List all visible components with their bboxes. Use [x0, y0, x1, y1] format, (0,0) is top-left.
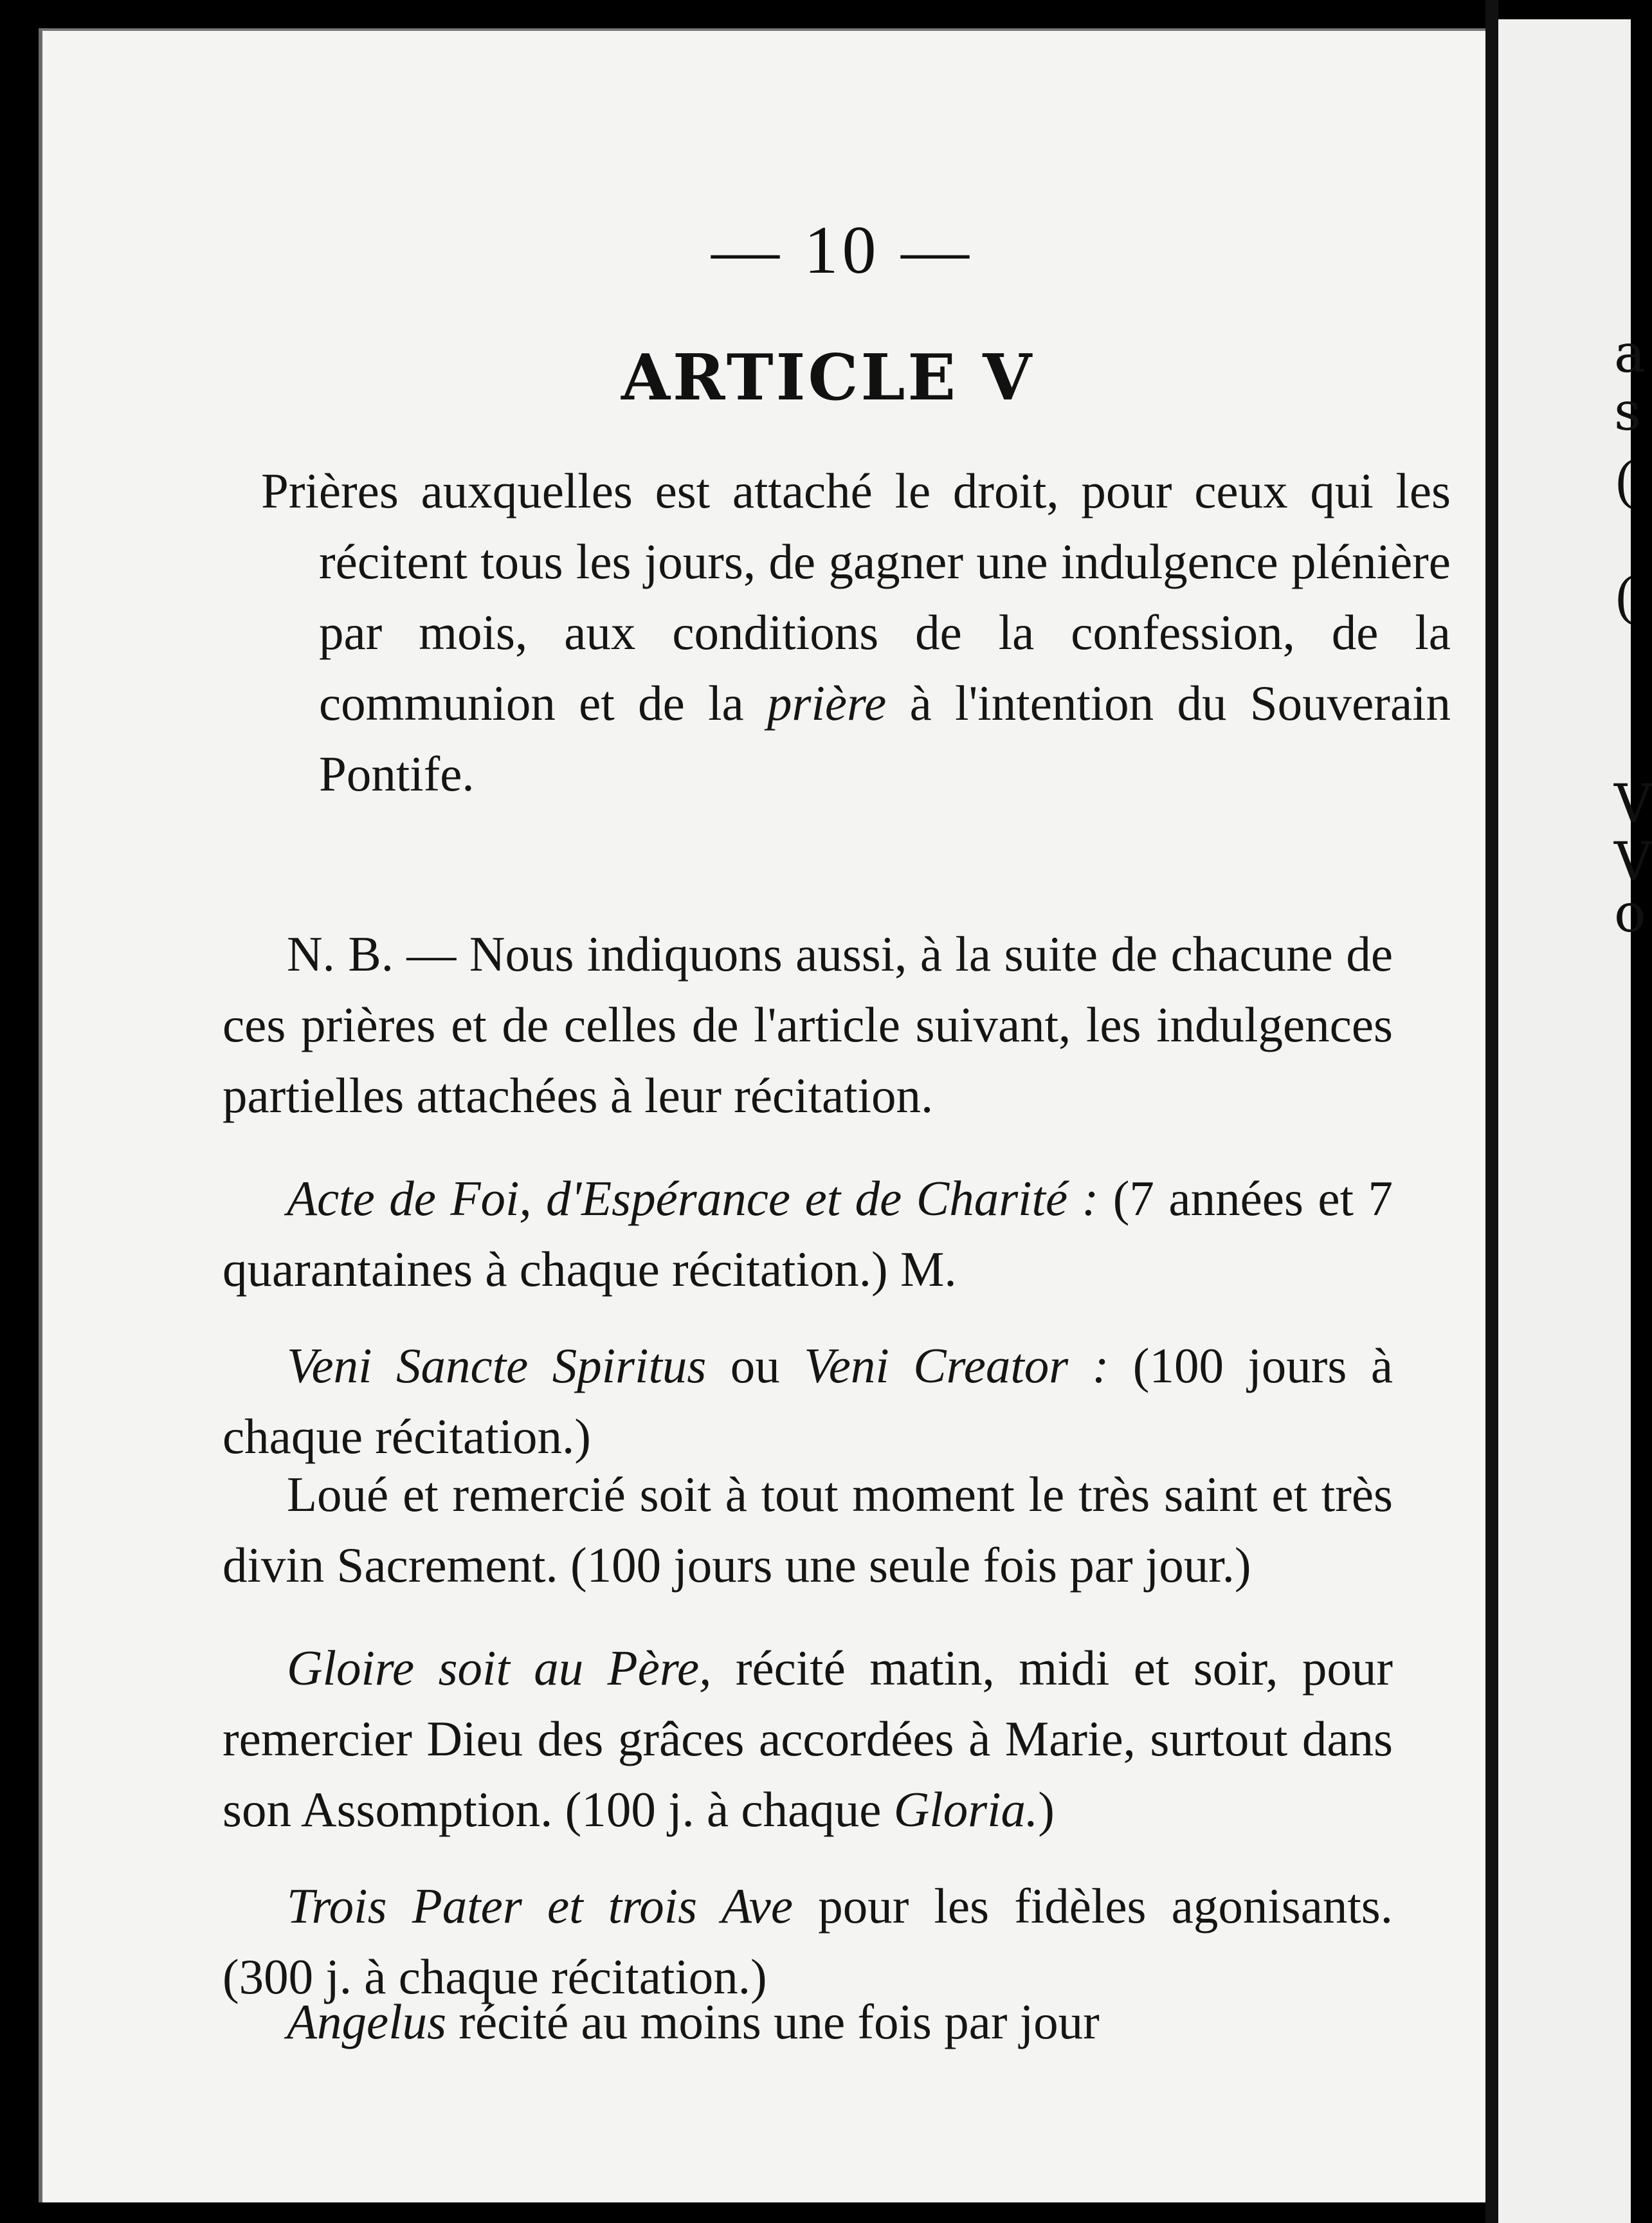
- intro-paragraph: [261, 455, 1451, 809]
- indulgence-angelus: [222, 1986, 1393, 2057]
- pater-italic: Trois Pater et trois Ave: [287, 1878, 794, 1934]
- nb-paragraph: [222, 919, 1393, 1131]
- veni-creator-italic: Veni Creator :: [804, 1338, 1109, 1393]
- book-page: [39, 28, 1485, 2202]
- indulgence-loue: [222, 1459, 1393, 1600]
- gloire-rest: récité matin, midi et soir, pour remercier Dieu des grâces accordées à Marie, surtout dans son Assomption. (100 j. à chaque: [222, 1640, 1393, 1837]
- facing-fragment: V: [1614, 832, 1652, 893]
- intro-end: à l'intention du Souverain Pontife.: [319, 675, 1451, 801]
- veni-sancte-italic: Veni Sancte Spiritus: [287, 1338, 707, 1393]
- acte-rest: (7 années et 7 quarantaines à chaque récitation.) M.: [222, 1171, 1393, 1297]
- veni-rest: (100 jours à chaque récitation.): [222, 1338, 1393, 1464]
- page-number: — 10 —: [711, 212, 973, 288]
- gloria-italic: Gloria.: [893, 1782, 1039, 1837]
- pater-rest: pour les fidèles agonisants. (300 j. à chaque récitation.): [222, 1878, 1393, 2004]
- article-title: ARTICLE V: [621, 341, 1035, 415]
- angelus-rest: récité au moins une fois par jour: [458, 1994, 1100, 2049]
- facing-fragment: s: [1614, 381, 1642, 443]
- book-spine: [1485, 0, 1498, 2223]
- nb-text: N. B. — Nous indiquons aussi, à la suite de chacune de ces prières et de celles de l'article suivant, les indulgences partielles attachées à leur récitation.: [222, 926, 1393, 1123]
- facing-fragment: (: [1614, 568, 1635, 629]
- intro-italic: prière: [767, 675, 887, 731]
- facing-fragment: V: [1614, 774, 1652, 835]
- veni-ou: ou: [730, 1338, 780, 1393]
- facing-fragment: a: [1614, 324, 1646, 385]
- indulgence-veni: [222, 1330, 1393, 1472]
- loue-text: Loué et remercié soit à tout moment le très saint et très divin Sacrement. (100 jours une seule fois par jour.): [222, 1467, 1393, 1593]
- intro-text: Prières auxquelles est attaché le droit, pour ceux qui les récitent tous les jours, de gagner une indulgence plénière par mois, aux conditions de la confession, de la communion et de la: [261, 463, 1451, 731]
- gloire-close: ): [1038, 1782, 1055, 1837]
- facing-fragment: (: [1614, 452, 1635, 513]
- indulgence-gloire: [222, 1633, 1393, 1845]
- acte-italic: Acte de Foi, d'Espérance et de Charité :: [287, 1171, 1099, 1226]
- indulgence-acte-de-foi: [222, 1163, 1393, 1304]
- facing-page-edge: [1498, 19, 1652, 2223]
- angelus-italic: Angelus: [287, 1994, 447, 2049]
- gloire-italic: Gloire soit au Père,: [287, 1640, 712, 1696]
- facing-fragment: o: [1614, 883, 1646, 944]
